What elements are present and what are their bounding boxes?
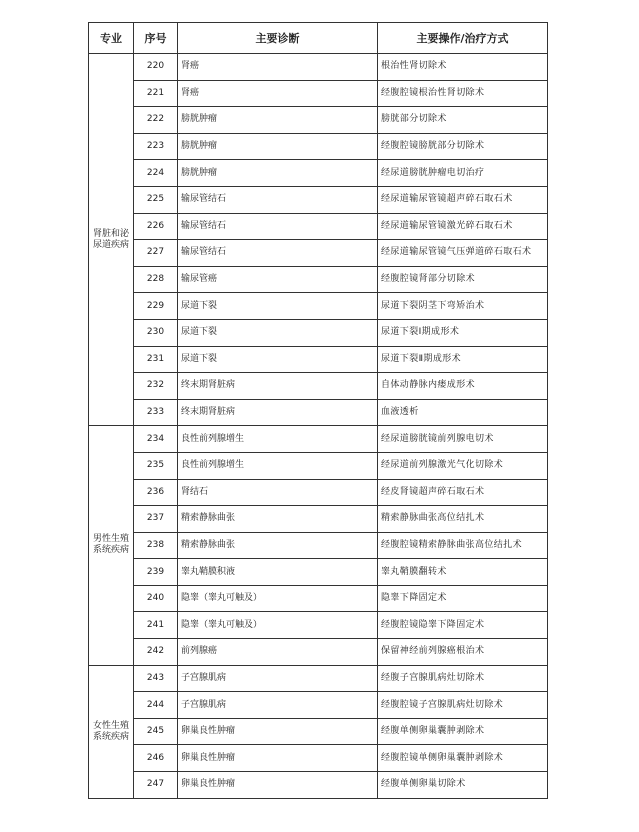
table-row: [89, 80, 548, 107]
operation-cell: 经尿道膀胱肿瘤电切治疗: [378, 160, 548, 187]
diagnosis-cell: 终末期肾脏病: [178, 373, 378, 400]
diagnosis-cell: 尿道下裂: [178, 293, 378, 320]
diagnosis-cell: 子宫腺肌病: [178, 665, 378, 692]
table-row: [89, 133, 548, 160]
table-row: [89, 772, 548, 799]
table-row: [89, 186, 548, 213]
operation-cell: 经腹子宫腺肌病灶切除术: [378, 665, 548, 692]
number-cell: 220: [134, 54, 178, 81]
table-row: [89, 240, 548, 267]
table-row: [89, 612, 548, 639]
number-cell: 226: [134, 213, 178, 240]
number-cell: 243: [134, 665, 178, 692]
operation-cell: 经腹腔镜精索静脉曲张高位结扎术: [378, 532, 548, 559]
diagnosis-cell: 输尿管结石: [178, 213, 378, 240]
operation-cell: 血液透析: [378, 399, 548, 426]
diagnosis-cell: 精索静脉曲张: [178, 532, 378, 559]
table-row: [89, 266, 548, 293]
diagnosis-cell: 尿道下裂: [178, 346, 378, 373]
diagnosis-cell: 膀胱肿瘤: [178, 133, 378, 160]
table-row: [89, 532, 548, 559]
operation-cell: 经尿道输尿管镜气压弹道碎石取石术: [378, 240, 548, 267]
number-cell: 229: [134, 293, 178, 320]
diagnosis-cell: 子宫腺肌病: [178, 692, 378, 719]
diagnosis-cell: 良性前列腺增生: [178, 426, 378, 453]
number-cell: 223: [134, 133, 178, 160]
table-row: [89, 692, 548, 719]
table-row: [89, 585, 548, 612]
operation-cell: 精索静脉曲张高位结扎术: [378, 506, 548, 533]
table-body: [89, 54, 548, 799]
table-row: [89, 54, 548, 81]
number-cell: 242: [134, 639, 178, 666]
operation-cell: 经尿道输尿管镜超声碎石取石术: [378, 186, 548, 213]
diagnosis-cell: 卵巢良性肿瘤: [178, 745, 378, 772]
table-row: [89, 479, 548, 506]
operation-cell: 尿道下裂Ⅱ期成形术: [378, 346, 548, 373]
number-cell: 227: [134, 240, 178, 267]
operation-cell: 经尿道膀胱镜前列腺电切术: [378, 426, 548, 453]
number-cell: 240: [134, 585, 178, 612]
diagnosis-cell: 睾丸鞘膜积液: [178, 559, 378, 586]
number-cell: 237: [134, 506, 178, 533]
specialty-cell: 女性生殖系统疾病: [89, 665, 134, 798]
operation-cell: 经尿道前列腺激光气化切除术: [378, 452, 548, 479]
number-cell: 234: [134, 426, 178, 453]
operation-cell: 经腹腔镜隐睾下降固定术: [378, 612, 548, 639]
header-diagnosis: 主要诊断: [178, 23, 378, 54]
table-row: [89, 160, 548, 187]
operation-cell: 根治性肾切除术: [378, 54, 548, 81]
operation-cell: 保留神经前列腺癌根治术: [378, 639, 548, 666]
table-row: [89, 665, 548, 692]
diagnosis-cell: 卵巢良性肿瘤: [178, 772, 378, 799]
diagnosis-cell: 输尿管结石: [178, 240, 378, 267]
number-cell: 246: [134, 745, 178, 772]
number-cell: 233: [134, 399, 178, 426]
number-cell: 245: [134, 718, 178, 745]
operation-cell: 经腹腔镜肾部分切除术: [378, 266, 548, 293]
operation-cell: 经腹腔镜子宫腺肌病灶切除术: [378, 692, 548, 719]
diagnosis-cell: 卵巢良性肿瘤: [178, 718, 378, 745]
diagnosis-cell: 隐睾（睾丸可触及）: [178, 612, 378, 639]
number-cell: 221: [134, 80, 178, 107]
number-cell: 244: [134, 692, 178, 719]
diagnosis-cell: 尿道下裂: [178, 319, 378, 346]
diagnosis-cell: 终末期肾脏病: [178, 399, 378, 426]
table-row: [89, 346, 548, 373]
header-operation: 主要操作/治疗方式: [378, 23, 548, 54]
operation-cell: 经腹腔镜膀胱部分切除术: [378, 133, 548, 160]
operation-cell: 尿道下裂阴茎下弯矫治术: [378, 293, 548, 320]
table-row: [89, 506, 548, 533]
diagnosis-cell: 膀胱肿瘤: [178, 160, 378, 187]
number-cell: 236: [134, 479, 178, 506]
header-specialty: 专业: [89, 23, 134, 54]
number-cell: 247: [134, 772, 178, 799]
header-number: 序号: [134, 23, 178, 54]
operation-cell: 经腹腔镜单侧卵巢囊肿剥除术: [378, 745, 548, 772]
number-cell: 239: [134, 559, 178, 586]
specialty-cell: 肾脏和泌尿道疾病: [89, 54, 134, 426]
operation-cell: 经皮肾镜超声碎石取石术: [378, 479, 548, 506]
operation-cell: 膀胱部分切除术: [378, 107, 548, 134]
diagnosis-cell: 肾结石: [178, 479, 378, 506]
table-header: [89, 23, 548, 54]
operation-cell: 经腹腔镜根治性肾切除术: [378, 80, 548, 107]
operation-cell: 经尿道输尿管镜激光碎石取石术: [378, 213, 548, 240]
table-row: [89, 452, 548, 479]
diagnosis-procedure-table: [88, 22, 548, 799]
operation-cell: 经腹单侧卵巢切除术: [378, 772, 548, 799]
operation-cell: 自体动静脉内瘘成形术: [378, 373, 548, 400]
diagnosis-cell: 隐睾（睾丸可触及）: [178, 585, 378, 612]
diagnosis-cell: 输尿管癌: [178, 266, 378, 293]
number-cell: 241: [134, 612, 178, 639]
table-row: [89, 213, 548, 240]
table-row: [89, 718, 548, 745]
diagnosis-cell: 肾癌: [178, 54, 378, 81]
diagnosis-cell: 精索静脉曲张: [178, 506, 378, 533]
operation-cell: 经腹单侧卵巢囊肿剥除术: [378, 718, 548, 745]
diagnosis-cell: 膀胱肿瘤: [178, 107, 378, 134]
table-row: [89, 293, 548, 320]
number-cell: 231: [134, 346, 178, 373]
operation-cell: 隐睾下降固定术: [378, 585, 548, 612]
operation-cell: 睾丸鞘膜翻转术: [378, 559, 548, 586]
specialty-cell: 男性生殖系统疾病: [89, 426, 134, 665]
number-cell: 222: [134, 107, 178, 134]
number-cell: 225: [134, 186, 178, 213]
table-row: [89, 745, 548, 772]
diagnosis-cell: 肾癌: [178, 80, 378, 107]
diagnosis-cell: 前列腺癌: [178, 639, 378, 666]
table-row: [89, 639, 548, 666]
table-row: [89, 559, 548, 586]
table-row: [89, 426, 548, 453]
operation-cell: 尿道下裂Ⅰ期成形术: [378, 319, 548, 346]
diagnosis-cell: 输尿管结石: [178, 186, 378, 213]
number-cell: 224: [134, 160, 178, 187]
number-cell: 238: [134, 532, 178, 559]
number-cell: 230: [134, 319, 178, 346]
table-row: [89, 319, 548, 346]
table-row: [89, 399, 548, 426]
table-row: [89, 373, 548, 400]
number-cell: 235: [134, 452, 178, 479]
number-cell: 228: [134, 266, 178, 293]
table-row: [89, 107, 548, 134]
diagnosis-cell: 良性前列腺增生: [178, 452, 378, 479]
number-cell: 232: [134, 373, 178, 400]
